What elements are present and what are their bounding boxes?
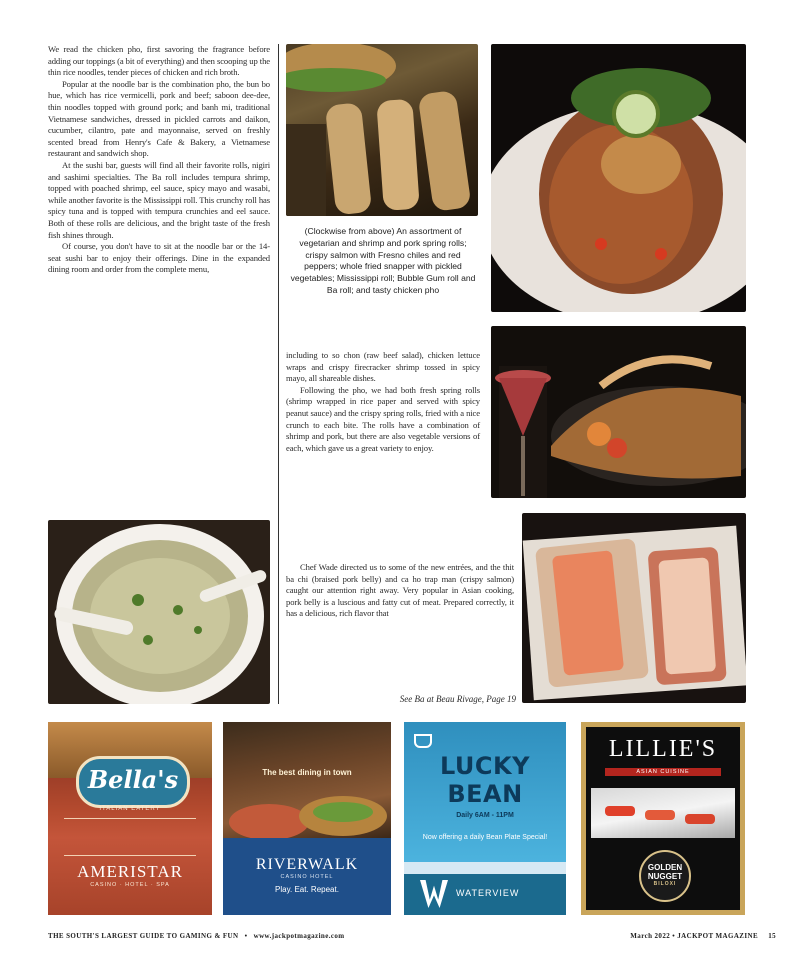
bellas-ameristar-ad[interactable] xyxy=(48,722,212,915)
lillies-subtitle: ASIAN CUISINE xyxy=(605,768,721,776)
golden-nugget-brand: GOLDEN NUGGET xyxy=(647,863,683,881)
spring-rolls-photo xyxy=(286,44,478,216)
column-divider xyxy=(278,44,279,704)
sushi-rolls-photo xyxy=(522,513,746,703)
riverwalk-subtitle: CASINO HOTEL xyxy=(280,874,334,880)
footer-url[interactable]: www.jackpotmagazine.com xyxy=(253,932,345,940)
riverwalk-headline: The best dining in town xyxy=(262,768,352,777)
article-paragraph: We read the chicken pho, first savoring the fragrance before adding our toppings (a bit of everything) and then scooping up the thin rice noodles, tender pieces of chicken and rich broth. xyxy=(48,44,270,78)
article-column-2 xyxy=(286,350,480,454)
footer-tagline: THE SOUTH'S LARGEST GUIDE TO GAMING & FUN xyxy=(48,932,239,940)
bellas-subtitle: ITALIAN EATERY xyxy=(99,806,161,812)
ameristar-brand: AMERISTAR xyxy=(77,862,183,881)
article-paragraph: Following the pho, we had both fresh spring rolls (shrimp wrapped in rice paper and served with spicy peanut sauce) and the crispy spring rolls, fried with a nice crunch to each bite. The rolls have a combination of shrimp and pork, but there are also vegetable versions of each, which gave us a great variety to enjoy. xyxy=(286,384,480,453)
article-column-2-continued xyxy=(286,562,514,620)
article-paragraph: Popular at the noodle bar is the combination pho, the bun bo hue, which has rice vermicelli, pork and beef; saboon dee-dee, thin noodles topped with ground pork; and banh mi, traditional Vietnamese sandwiches, dressed in pickled carrots and daikon, cucumber, cilantro, pate and mayonnaise, served on freshly scented bread from Henry's Cafe & Bakery, a Vietnamese restaurant and sandwich shop. xyxy=(48,78,270,159)
continued-line: See Ba at Beau Rivage, Page 19 xyxy=(399,694,516,704)
golden-nugget-location: BILOXI xyxy=(653,881,677,887)
ameristar-subtitle: CASINO · HOTEL · SPA xyxy=(90,882,170,888)
bellas-logo: Bella's xyxy=(76,756,190,808)
article-column-1 xyxy=(48,44,270,276)
sushi-plate-image xyxy=(591,788,735,838)
fried-snapper-photo xyxy=(491,326,746,498)
riverwalk-brand: RIVERWALK xyxy=(255,856,359,873)
coffee-cup-icon xyxy=(414,734,432,748)
lucky-bean-ad[interactable] xyxy=(404,722,566,915)
riverwalk-tagline: Play. Eat. Repeat. xyxy=(275,885,339,894)
article-paragraph: including to so chon (raw beef salad), chicken lettuce wraps and crispy firecracker shrimp tossed in spicy mayo, all shareable dishes. xyxy=(286,350,480,384)
page-number: 15 xyxy=(768,932,776,940)
page-footer xyxy=(48,932,776,940)
lucky-bean-hours: Daily 6AM - 11PM xyxy=(456,812,514,819)
waterview-brand: WATERVIEW xyxy=(456,888,520,898)
lucky-bean-tagline: Now offering a daily Bean Plate Special! xyxy=(422,834,548,841)
crispy-salmon-photo xyxy=(491,44,746,312)
chicken-pho-photo xyxy=(48,520,270,704)
lillies-name: LILLIE'S xyxy=(608,736,718,762)
lillies-ad[interactable] xyxy=(581,722,745,915)
footer-separator: • xyxy=(244,932,248,940)
photo-caption: (Clockwise from above) An assortment of vegetarian and shrimp and pork spring rolls; crispy salmon with Fresno chiles and red peppers; whole fried snapper with pickled vegetables; Mississippi roll; Bubble Gum roll and Ba roll; and tasty chicken pho xyxy=(290,226,476,295)
article-paragraph: At the sushi bar, guests will find all their favorite rolls, nigiri and sashimi specialties. The Ba roll includes tempura shrimp, topped with poached shrimp, eel sauce, spicy mayo and wasabi, while another favorite is the Mississippi roll. This crunchy roll has spicy tuna and is topped with tempura crunchies and eel sauce. Both of these rolls are delicious, and the bright taste of the fresh fish shines through. xyxy=(48,159,270,240)
lucky-bean-name: LUCKY BEAN xyxy=(439,752,530,808)
riverwalk-ad[interactable] xyxy=(223,722,391,915)
article-paragraph: Of course, you don't have to sit at the noodle bar or the 14-seat sushi bar to enjoy their offerings. Dine in the expanded dining room and order from the complete menu, xyxy=(48,241,270,275)
golden-nugget-logo xyxy=(639,850,691,902)
footer-issue: March 2022 • JACKPOT MAGAZINE xyxy=(630,932,759,940)
bellas-copy-block xyxy=(64,818,196,856)
article-paragraph: Chef Wade directed us to some of the new entrées, and the thit ba chi (braised pork belly) and ca ho trap man (crispy salmon) caught our attention right away. Very popular in Asian cooking, pork belly is a luscious and fatty cut of meat. Prepared correctly, it has a delicious, rich flavor that xyxy=(286,562,514,619)
